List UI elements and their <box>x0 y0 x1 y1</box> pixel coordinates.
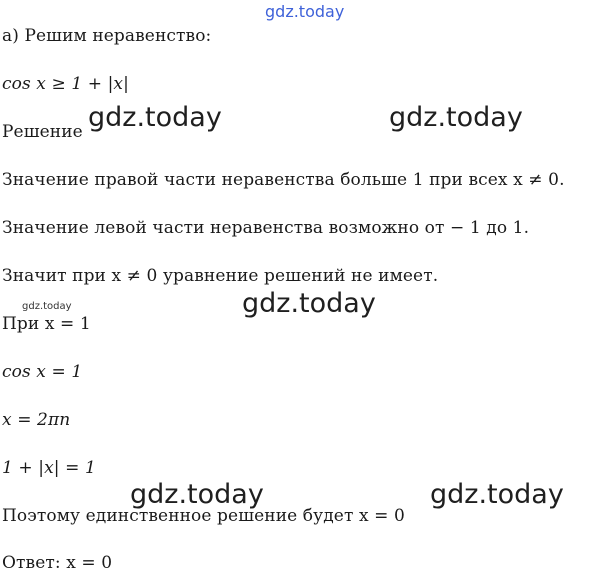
task-heading: а) Решим неравенство: <box>2 26 212 46</box>
right-side-statement: Значение правой части неравенства больше 1 при всех x ≠ 0. <box>2 170 565 190</box>
watermark: gdz.today <box>88 102 222 133</box>
abs-equation: 1 + |x| = 1 <box>2 458 96 478</box>
watermark: gdz.today <box>389 102 523 133</box>
left-side-statement: Значение левой части неравенства возможно от − 1 до 1. <box>2 218 530 238</box>
watermark-top: gdz.today <box>265 2 345 21</box>
watermark: gdz.today <box>242 288 376 319</box>
case-heading: При x = 1 <box>2 314 91 334</box>
watermark: gdz.today <box>130 479 264 510</box>
x-equation: x = 2πn <box>2 410 71 430</box>
no-solution-statement: Значит при x ≠ 0 уравнение решений не имеет. <box>2 266 439 286</box>
answer: Ответ: x = 0 <box>2 553 113 573</box>
conclusion: Поэтому единственное решение будет x = 0 <box>2 506 405 526</box>
watermark: gdz.today <box>430 479 564 510</box>
watermark-small: gdz.today <box>22 301 72 312</box>
solution-label: Решение <box>2 122 83 142</box>
inequality: cos x ≥ 1 + |x| <box>2 74 129 94</box>
cos-equation: cos x = 1 <box>2 362 83 382</box>
